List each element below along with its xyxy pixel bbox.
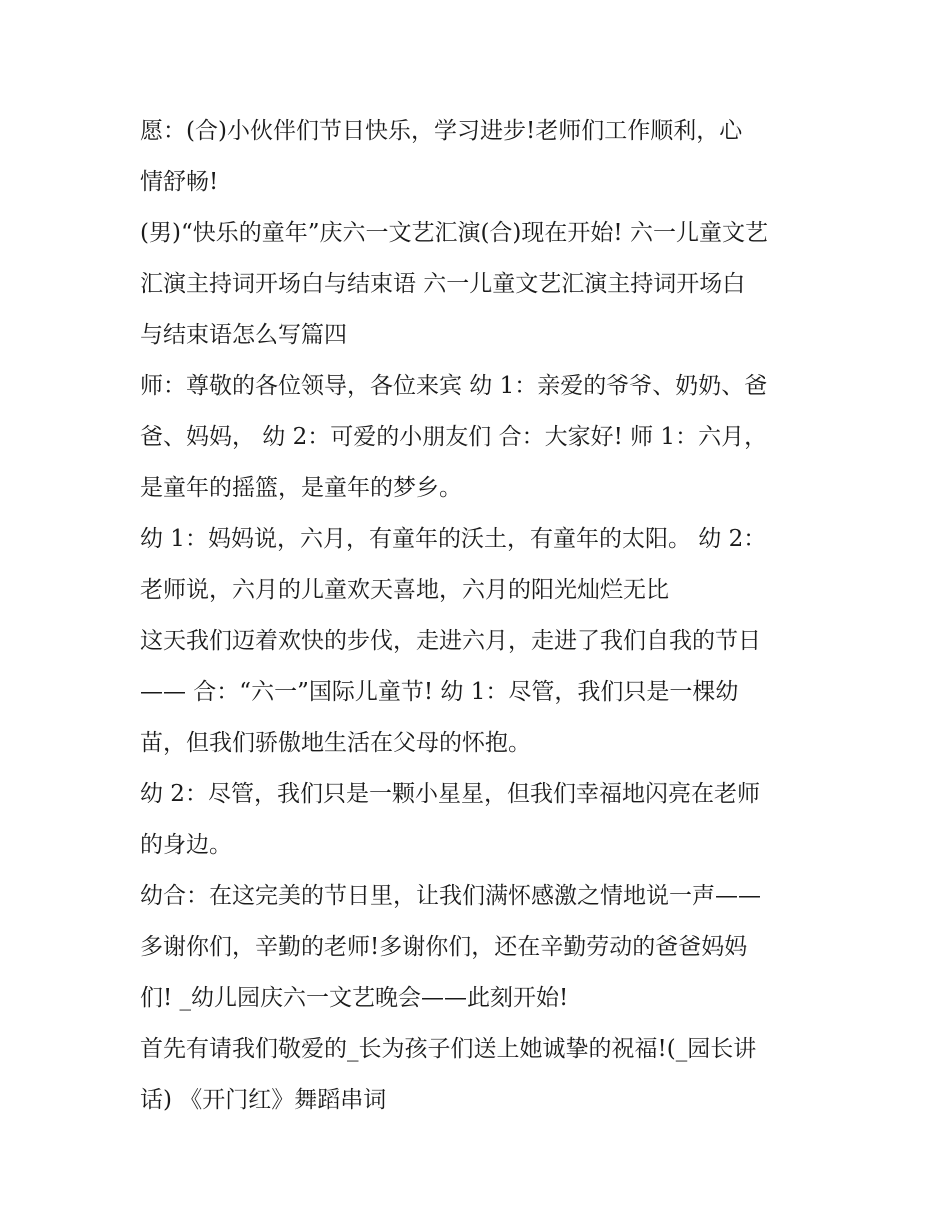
text-line: 汇演主持词开场白与结束语 六一儿童文艺汇演主持词开场白 — [140, 271, 746, 297]
text-line: 们! _幼儿园庆六一文艺晚会——此刻开始! — [140, 985, 569, 1011]
text-line: 话) 《开门红》舞蹈串词 — [140, 1087, 387, 1113]
text-line: 情舒畅! — [140, 169, 219, 195]
text-line: 多谢你们，辛勤的老师!多谢你们，还在辛勤劳动的爸爸妈妈 — [140, 934, 748, 960]
text-line: 这天我们迈着欢快的步伐，走进六月，走进了我们自我的节日 — [140, 628, 761, 654]
text-line: (男)“快乐的童年”庆六一文艺汇演(合)现在开始! 六一儿童文艺 — [140, 220, 768, 246]
text-line: 幼 2：尽管，我们只是一颗小星星，但我们幸福地闪亮在老师 — [140, 781, 760, 807]
text-line: 的身边。 — [140, 832, 232, 858]
text-line: 首先有请我们敬爱的_长为孩子们送上她诚挚的祝福!(_园长讲 — [140, 1036, 757, 1062]
text-line: 幼合：在这完美的节日里，让我们满怀感激之情地说一声—— — [140, 883, 761, 909]
text-line: 愿：(合)小伙伴们节日快乐，学习进步!老师们工作顺利，心 — [140, 118, 743, 144]
text-line: 师：尊敬的各位领导，各位来宾 幼 1：亲爱的爷爷、奶奶、爸 — [140, 373, 768, 399]
text-line: 幼 1：妈妈说，六月，有童年的沃土，有童年的太阳。 幼 2： — [140, 526, 767, 552]
text-line: 爸、妈妈， 幼 2：可爱的小朋友们 合：大家好! 师 1：六月， — [140, 424, 768, 450]
text-line: 苗，但我们骄傲地生活在父母的怀抱。 — [140, 730, 531, 756]
text-line: 老师说，六月的儿童欢天喜地，六月的阳光灿烂无比 — [140, 577, 669, 603]
text-line: 与结束语怎么写篇四 — [140, 322, 347, 348]
text-line: —— 合：“六一”国际儿童节! 幼 1：尽管，我们只是一棵幼 — [140, 679, 739, 705]
text-line: 是童年的摇篮，是童年的梦乡。 — [140, 475, 462, 501]
document-body — [140, 106, 820, 1126]
